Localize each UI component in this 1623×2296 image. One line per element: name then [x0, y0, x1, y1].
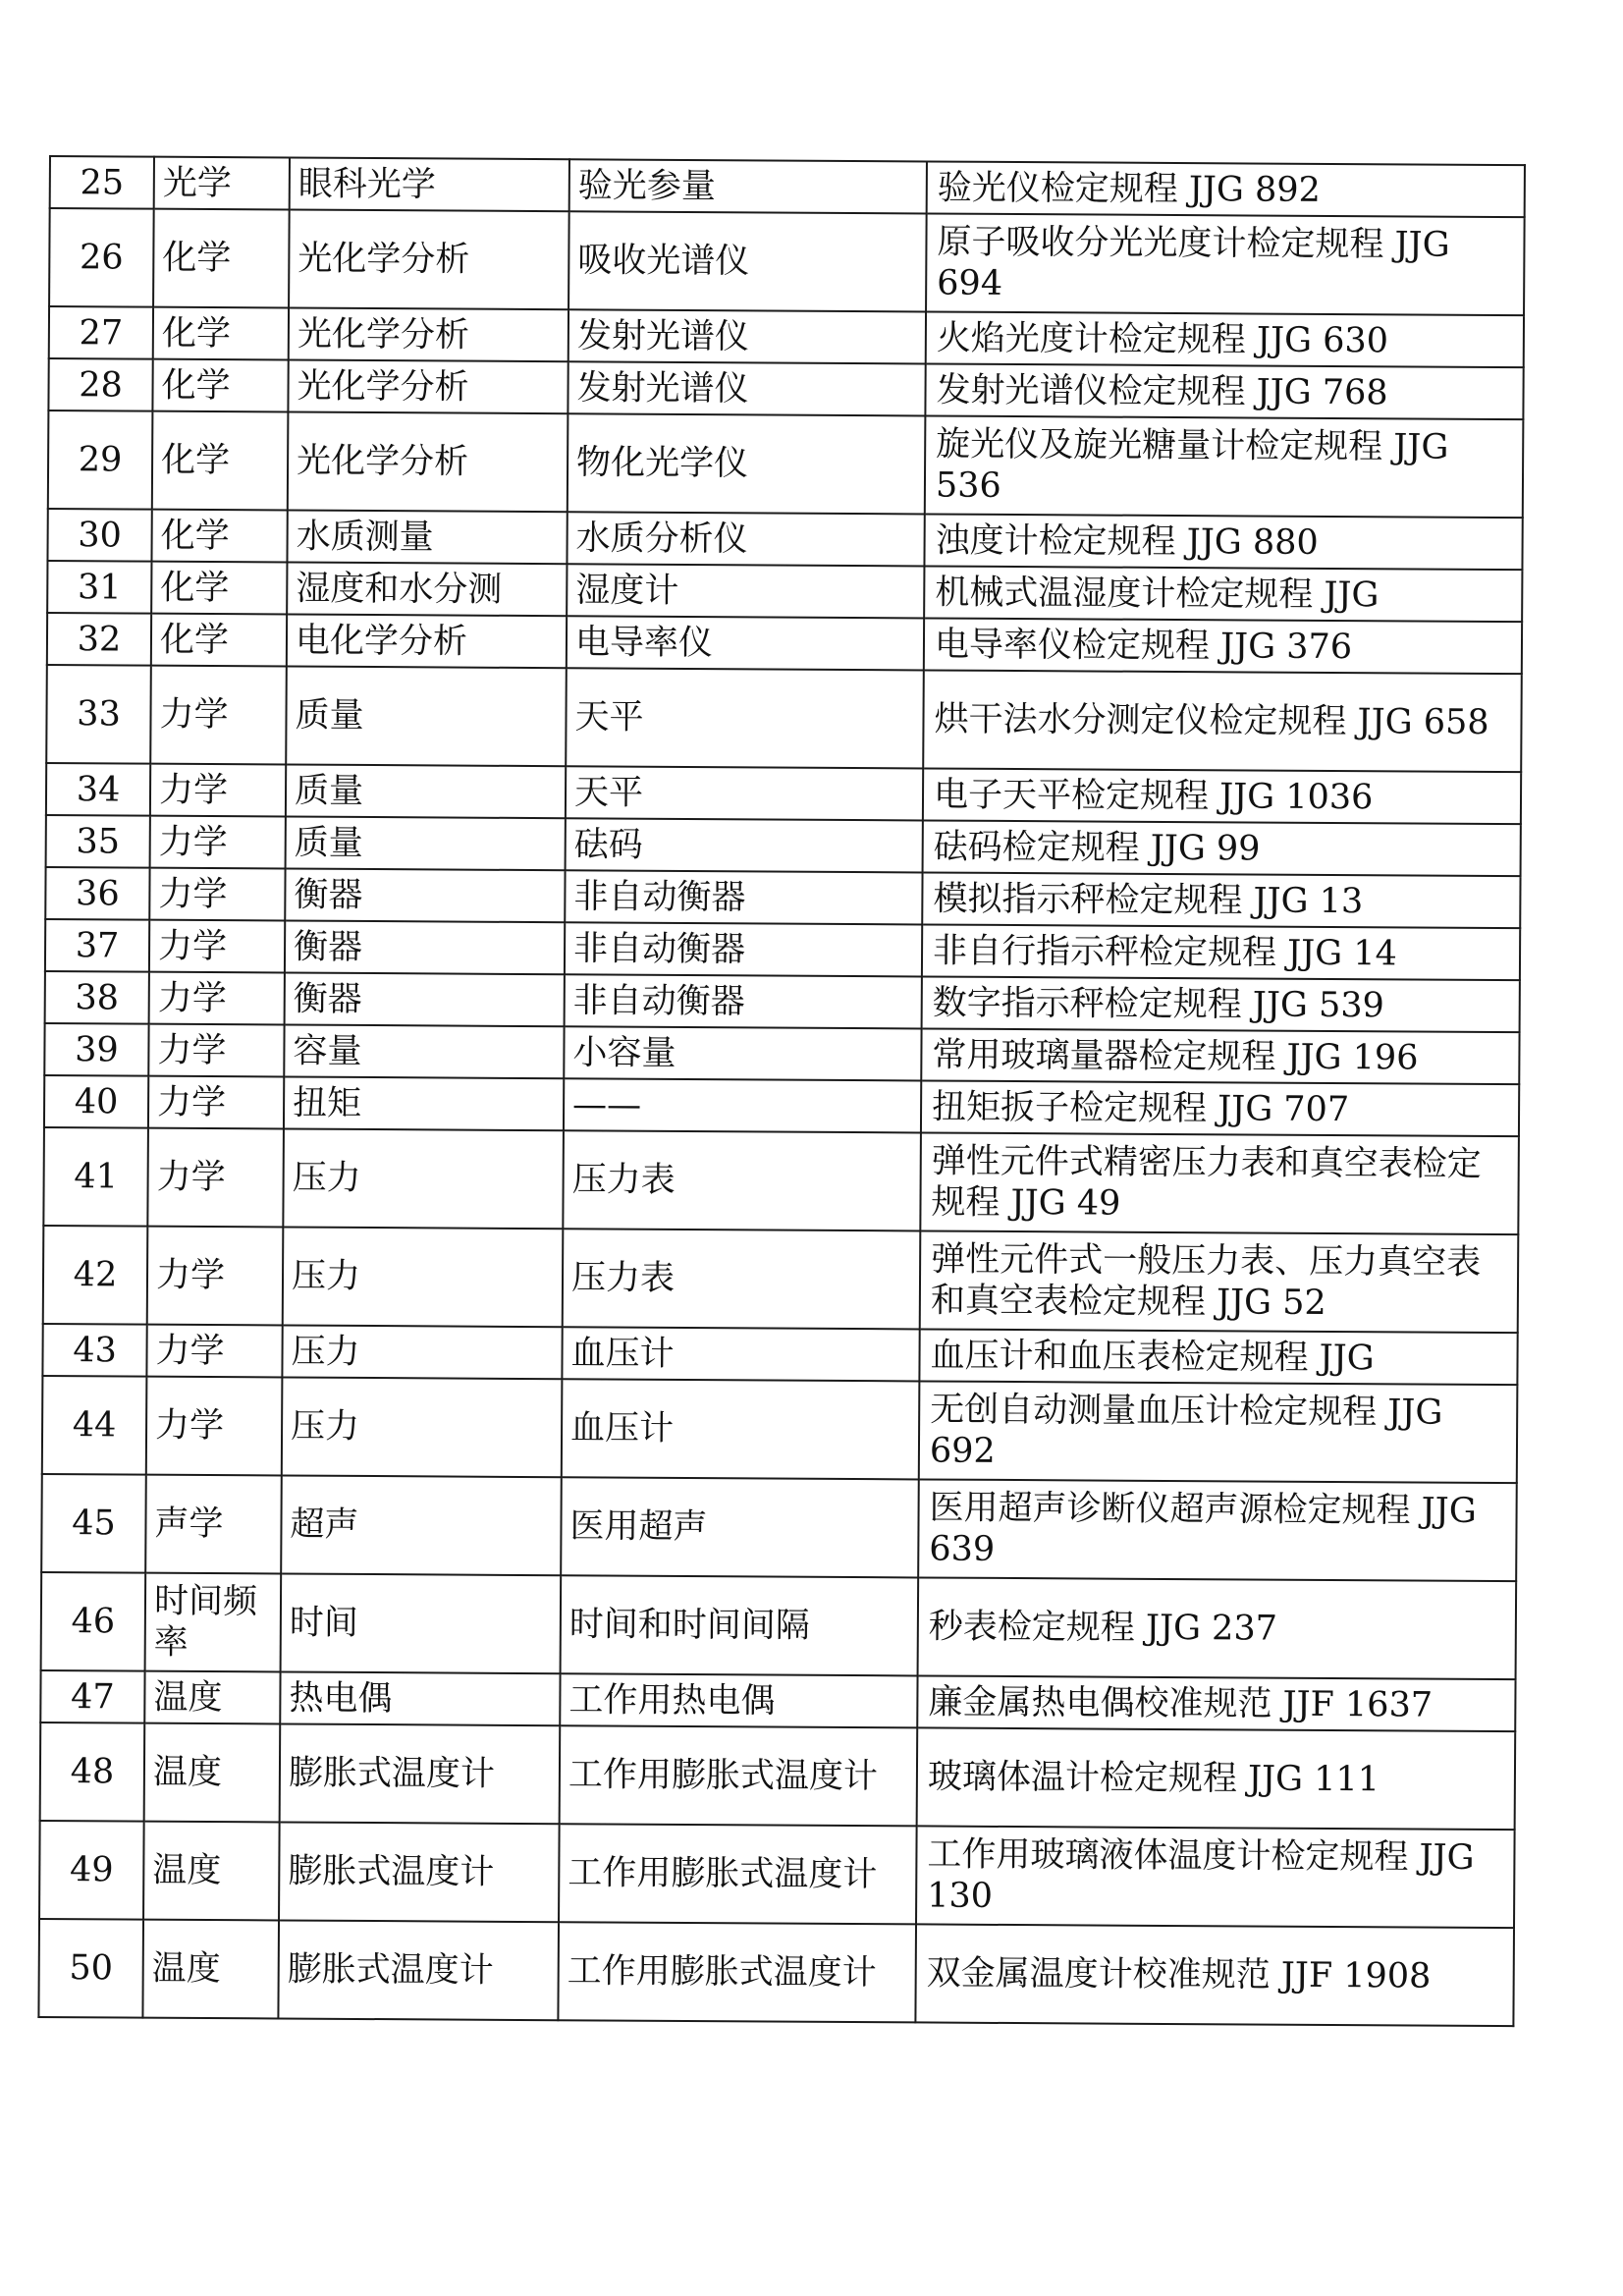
metrology-standards-table: [37, 155, 1526, 2027]
field-cell: 时间频率: [145, 1573, 282, 1672]
field-cell: 化学: [152, 359, 288, 412]
field-cell: 光学: [154, 157, 290, 210]
category-cell: 眼科光学: [290, 157, 569, 211]
category-cell: 质量: [286, 816, 566, 870]
row-number: 38: [45, 971, 149, 1024]
row-number: 31: [47, 561, 151, 614]
field-cell: 温度: [144, 1723, 281, 1823]
category-cell: 扭矩: [284, 1076, 564, 1130]
table-row: [46, 815, 1521, 876]
device-cell: 非自动衡器: [565, 922, 922, 976]
device-cell: 工作用膨胀式温度计: [558, 1922, 916, 2022]
device-cell: 血压计: [562, 1379, 920, 1479]
category-cell: 膨胀式温度计: [280, 1723, 561, 1824]
category-cell: 膨胀式温度计: [278, 1920, 559, 2020]
field-cell: 力学: [147, 1227, 284, 1326]
category-cell: 压力: [282, 1377, 563, 1477]
device-cell: 工作用膨胀式温度计: [560, 1725, 918, 1826]
device-cell: 发射光谱仪: [568, 309, 926, 363]
table-row: [42, 1324, 1517, 1385]
device-cell: 小容量: [564, 1026, 921, 1080]
table-row: [39, 1821, 1515, 1928]
row-number: 27: [49, 306, 153, 359]
specification-cell: 模拟指示秤检定规程 JJG 13: [922, 872, 1520, 928]
device-cell: 压力表: [563, 1229, 921, 1329]
row-number: 44: [42, 1376, 147, 1475]
specification-cell: 廉金属热电偶校准规范 JJF 1637: [917, 1675, 1515, 1731]
category-cell: 衡器: [285, 868, 565, 922]
device-cell: 验光参量: [569, 159, 927, 213]
table-row: [44, 1075, 1519, 1136]
table-row: [46, 665, 1522, 772]
category-cell: 光化学分析: [289, 209, 569, 309]
specification-cell: 旋光仪及旋光糖量计检定规程 JJG 536: [925, 415, 1524, 518]
device-cell: 砝码: [566, 818, 923, 872]
category-cell: 时间: [281, 1573, 562, 1673]
device-cell: ——: [564, 1078, 921, 1132]
specification-cell: 砝码检定规程 JJG 99: [923, 820, 1521, 876]
category-cell: 光化学分析: [288, 411, 568, 512]
specification-cell: 玻璃体温计检定规程 JJG 111: [917, 1727, 1516, 1830]
category-cell: 超声: [281, 1475, 562, 1575]
table-row: [43, 1127, 1519, 1234]
device-cell: 血压计: [562, 1327, 919, 1381]
row-number: 35: [46, 815, 150, 868]
specification-cell: 双金属温度计校准规范 JJF 1908: [915, 1924, 1514, 2026]
table-row: [50, 156, 1525, 217]
row-number: 46: [41, 1572, 146, 1671]
field-cell: 力学: [150, 666, 287, 765]
category-cell: 热电偶: [280, 1671, 560, 1725]
field-cell: 力学: [150, 764, 286, 817]
row-number: 43: [42, 1324, 146, 1377]
table-row: [40, 1670, 1515, 1731]
row-number: 41: [43, 1127, 148, 1227]
specification-cell: 常用玻璃量器检定规程 JJG 196: [921, 1028, 1519, 1084]
specification-cell: 电导率仪检定规程 JJG 376: [924, 618, 1522, 674]
field-cell: 声学: [145, 1475, 282, 1574]
field-cell: 力学: [149, 920, 285, 973]
device-cell: 工作用膨胀式温度计: [559, 1824, 917, 1924]
specification-cell: 原子吸收分光光度计检定规程 JJG 694: [926, 213, 1525, 315]
specification-cell: 扭矩扳子检定规程 JJG 707: [921, 1080, 1519, 1136]
field-cell: 力学: [147, 1128, 284, 1228]
table-row: [41, 1572, 1517, 1679]
field-cell: 力学: [146, 1377, 283, 1476]
table-row: [40, 1722, 1516, 1830]
table-row: [45, 867, 1520, 928]
row-number: 30: [47, 509, 151, 562]
device-cell: 压力表: [563, 1130, 921, 1230]
device-cell: 发射光谱仪: [568, 361, 925, 415]
device-cell: 时间和时间间隔: [561, 1575, 919, 1675]
device-cell: 电导率仪: [567, 616, 924, 670]
field-cell: 力学: [149, 868, 285, 921]
specification-cell: 弹性元件式一般压力表、压力真空表和真空表检定规程 JJG 52: [920, 1230, 1519, 1333]
device-cell: 工作用热电偶: [560, 1673, 917, 1727]
device-cell: 天平: [566, 766, 923, 820]
table-row: [42, 1376, 1518, 1483]
specification-cell: 火焰光度计检定规程 JJG 630: [926, 311, 1524, 367]
table-row: [47, 613, 1522, 674]
specification-cell: 弹性元件式精密压力表和真空表检定规程 JJG 49: [920, 1132, 1519, 1234]
category-cell: 膨胀式温度计: [279, 1822, 560, 1922]
field-cell: 化学: [151, 510, 287, 563]
category-cell: 压力: [282, 1325, 562, 1379]
field-cell: 温度: [143, 1822, 280, 1921]
row-number: 50: [38, 1919, 143, 2018]
specification-cell: 血压计和血压表检定规程 JJG: [919, 1329, 1517, 1385]
table-row: [45, 971, 1520, 1032]
category-cell: 电化学分析: [287, 614, 567, 668]
table-row: [38, 1919, 1514, 2026]
field-cell: 力学: [148, 1076, 284, 1129]
category-cell: 质量: [286, 666, 567, 766]
category-cell: 质量: [286, 764, 566, 818]
row-number: 25: [50, 156, 154, 209]
row-number: 45: [41, 1474, 146, 1573]
device-cell: 湿度计: [567, 564, 924, 618]
table-row: [41, 1474, 1517, 1581]
row-number: 40: [44, 1075, 148, 1128]
field-cell: 化学: [151, 614, 287, 667]
row-number: 32: [47, 613, 151, 666]
row-number: 42: [43, 1226, 148, 1325]
field-cell: 温度: [144, 1671, 280, 1724]
specification-cell: 非自行指示秤检定规程 JJG 14: [922, 924, 1520, 980]
specification-cell: 秒表检定规程 JJG 237: [918, 1577, 1517, 1679]
field-cell: 力学: [149, 972, 285, 1025]
field-cell: 化学: [151, 562, 287, 615]
row-number: 48: [40, 1722, 145, 1822]
device-cell: 非自动衡器: [565, 974, 922, 1028]
row-number: 49: [39, 1821, 144, 1920]
specification-cell: 医用超声诊断仪超声源检定规程 JJG 639: [918, 1479, 1517, 1581]
specification-cell: 验光仪检定规程 JJG 892: [927, 161, 1525, 217]
specification-cell: 发射光谱仪检定规程 JJG 768: [925, 363, 1523, 419]
row-number: 26: [49, 208, 154, 307]
category-cell: 光化学分析: [288, 359, 568, 413]
specification-cell: 工作用玻璃液体温度计检定规程 JJG 130: [916, 1826, 1515, 1928]
row-number: 28: [48, 358, 152, 411]
device-cell: 水质分析仪: [567, 512, 924, 566]
table-row: [45, 919, 1520, 980]
row-number: 29: [48, 410, 153, 510]
specification-cell: 机械式温湿度计检定规程 JJG: [924, 566, 1522, 622]
category-cell: 压力: [283, 1128, 564, 1229]
category-cell: 湿度和水分测: [287, 562, 567, 616]
row-number: 34: [46, 763, 150, 816]
device-cell: 医用超声: [561, 1477, 919, 1577]
row-number: 33: [46, 665, 151, 764]
field-cell: 化学: [153, 209, 290, 308]
row-number: 36: [45, 867, 149, 920]
specification-cell: 电子天平检定规程 JJG 1036: [923, 768, 1521, 824]
category-cell: 光化学分析: [289, 307, 568, 361]
row-number: 37: [45, 919, 149, 972]
specification-cell: 数字指示秤检定规程 JJG 539: [922, 976, 1520, 1032]
table-row: [48, 410, 1524, 518]
table-row: [49, 208, 1525, 315]
category-cell: 压力: [283, 1227, 564, 1327]
table-row: [43, 1226, 1519, 1333]
table-body: [38, 156, 1525, 2026]
table-row: [49, 306, 1524, 367]
specification-cell: 无创自动测量血压计检定规程 JJG 692: [919, 1381, 1518, 1483]
row-number: 39: [44, 1023, 148, 1076]
table-row: [47, 509, 1522, 570]
device-cell: 物化光学仪: [568, 413, 926, 514]
category-cell: 水质测量: [287, 510, 567, 564]
device-cell: 非自动衡器: [565, 870, 922, 924]
field-cell: 温度: [142, 1920, 279, 2019]
field-cell: 力学: [150, 816, 286, 869]
field-cell: 力学: [148, 1024, 284, 1077]
field-cell: 化学: [153, 307, 289, 360]
category-cell: 容量: [284, 1024, 564, 1078]
table-row: [48, 358, 1523, 419]
device-cell: 天平: [566, 668, 924, 768]
category-cell: 衡器: [285, 920, 565, 974]
specification-cell: 烘干法水分测定仪检定规程 JJG 658: [923, 670, 1522, 772]
row-number: 47: [40, 1670, 144, 1723]
specification-cell: 浊度计检定规程 JJG 880: [924, 514, 1522, 570]
table-row: [47, 561, 1522, 622]
table-row: [46, 763, 1521, 824]
device-cell: 吸收光谱仪: [568, 211, 927, 311]
field-cell: 力学: [146, 1325, 282, 1378]
field-cell: 化学: [152, 411, 289, 511]
category-cell: 衡器: [285, 972, 565, 1026]
table-row: [44, 1023, 1519, 1084]
